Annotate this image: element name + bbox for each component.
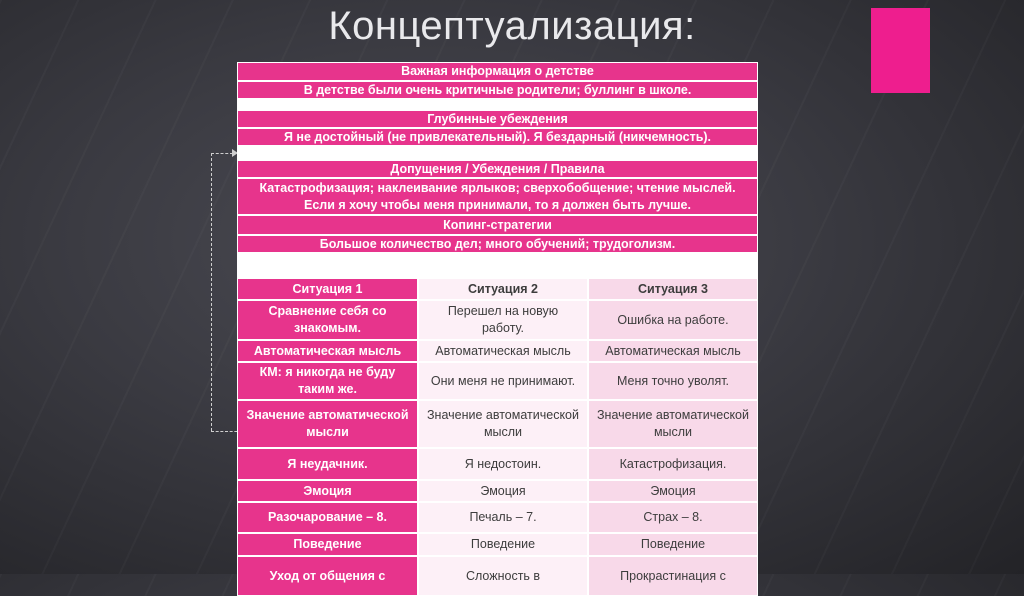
table-cell: Страх – 8. [588, 502, 758, 533]
table-row [237, 502, 758, 533]
spacer-row [237, 99, 758, 110]
table-cell: КМ: я никогда не буду таким же. [237, 362, 418, 400]
table-header-row: Допущения / Убеждения / Правила [237, 160, 758, 178]
table-cell: Значение автоматической мысли [588, 400, 758, 448]
table-cell: Автоматическая мысль [588, 340, 758, 362]
table-cell: Разочарование – 8. [237, 502, 418, 533]
table-row: В детстве были очень критичные родители; буллинг в школе. [237, 81, 758, 99]
conceptualization-table [237, 62, 758, 596]
accent-rectangle [871, 8, 930, 93]
table-cell: Значение автоматической мысли [237, 400, 418, 448]
table-row [237, 300, 758, 340]
table-cell: Автоматическая мысль [418, 340, 588, 362]
table-cell: Прокрастинация с [588, 556, 758, 596]
table-row: Я не достойный (не привлекательный). Я бездарный (никчемность). [237, 128, 758, 146]
table-header-row [237, 278, 758, 300]
spacer-row [237, 146, 758, 160]
table-cell: Автоматическая мысль [237, 340, 418, 362]
table-cell: Меня точно уволят. [588, 362, 758, 400]
table-cell: Эмоция [418, 480, 588, 502]
table-cell: Сложность в [418, 556, 588, 596]
table-cell: Уход от общения с [237, 556, 418, 596]
table-row [237, 340, 758, 362]
table-cell: Я неудачник. [237, 448, 418, 480]
table-row: Катастрофизация; наклеивание ярлыков; сверхобобщение; чтение мыслей. Если я хочу чтобы меня принимали, то я должен быть лучше. [237, 178, 758, 215]
table-cell: Сравнение себя со знакомым. [237, 300, 418, 340]
table-row [237, 400, 758, 448]
spacer-row [237, 253, 758, 278]
table-header-row: Глубинные убеждения [237, 110, 758, 128]
connector-vertical-line [211, 153, 212, 431]
slide-title: Концептуализация: [328, 4, 696, 48]
table-cell: Значение автоматической мысли [418, 400, 588, 448]
table-row [237, 556, 758, 596]
table-row [237, 480, 758, 502]
connector-top-segment [211, 153, 233, 154]
table-cell: Поведение [418, 533, 588, 556]
table-row [237, 362, 758, 400]
table-header-row: Важная информация о детстве [237, 62, 758, 81]
table-cell: Ситуация 3 [588, 278, 758, 300]
table-cell: Они меня не принимают. [418, 362, 588, 400]
table-cell: Эмоция [588, 480, 758, 502]
table-cell: Перешел на новую работу. [418, 300, 588, 340]
table-header-row: Копинг-стратегии [237, 215, 758, 235]
table-cell: Поведение [588, 533, 758, 556]
table-cell: Я недостоин. [418, 448, 588, 480]
table-cell: Ошибка на работе. [588, 300, 758, 340]
table-cell: Ситуация 1 [237, 278, 418, 300]
table-cell: Катастрофизация. [588, 448, 758, 480]
table-row [237, 533, 758, 556]
table-row [237, 448, 758, 480]
table-cell: Печаль – 7. [418, 502, 588, 533]
table-row: Большое количество дел; много обучений; трудоголизм. [237, 235, 758, 253]
table-cell: Поведение [237, 533, 418, 556]
table-cell: Эмоция [237, 480, 418, 502]
table-cell: Ситуация 2 [418, 278, 588, 300]
